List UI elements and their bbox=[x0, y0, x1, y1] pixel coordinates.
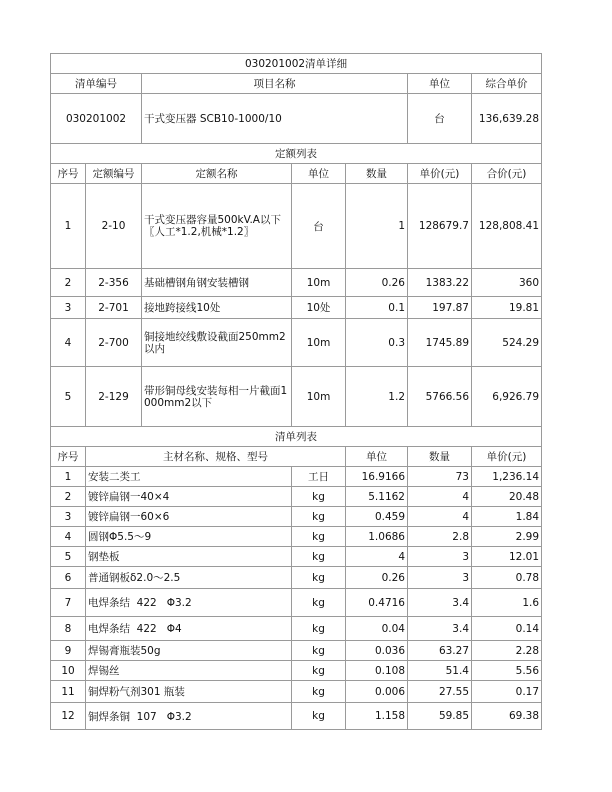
row-unit: 10m bbox=[292, 269, 346, 297]
row-name: 铜焊条铜 107 Φ3.2 bbox=[86, 703, 292, 730]
bill-unit-price: 136,639.28 bbox=[472, 94, 542, 144]
quota-section-title: 定额列表 bbox=[51, 144, 542, 164]
table-row bbox=[51, 547, 542, 567]
row-qty: 0.26 bbox=[346, 269, 408, 297]
row-qty: 1 bbox=[346, 184, 408, 269]
table-row bbox=[51, 487, 542, 507]
row-qty: 0.26 bbox=[346, 567, 408, 589]
table-row bbox=[51, 661, 542, 681]
row-price: 197.87 bbox=[408, 297, 472, 319]
row-qty: 16.9166 bbox=[346, 467, 408, 487]
table-row bbox=[51, 681, 542, 703]
row-unit: 台 bbox=[292, 184, 346, 269]
sheet-title: 030201002清单详细 bbox=[51, 54, 542, 74]
quota-col-unit: 单位 bbox=[292, 164, 346, 184]
row-no: 1 bbox=[51, 467, 86, 487]
row-qty: 1.158 bbox=[346, 703, 408, 730]
row-name: 镀锌扁钢一40×4 bbox=[86, 487, 292, 507]
row-unit: kg bbox=[292, 661, 346, 681]
row-total: 12.01 bbox=[472, 547, 542, 567]
row-qty: 0.459 bbox=[346, 507, 408, 527]
row-unit: kg bbox=[292, 527, 346, 547]
row-price: 63.27 bbox=[408, 641, 472, 661]
table-row bbox=[51, 319, 542, 367]
col-header-bill-code: 清单编号 bbox=[51, 74, 142, 94]
row-code: 2-700 bbox=[86, 319, 142, 367]
row-qty: 4 bbox=[346, 547, 408, 567]
row-name: 圆钢Φ5.5～9 bbox=[86, 527, 292, 547]
table-row bbox=[51, 184, 542, 269]
row-total: 1.6 bbox=[472, 589, 542, 617]
table-row bbox=[51, 269, 542, 297]
row-no: 2 bbox=[51, 487, 86, 507]
row-total: 524.29 bbox=[472, 319, 542, 367]
row-qty: 1.0686 bbox=[346, 527, 408, 547]
table-row bbox=[51, 507, 542, 527]
row-total: 1.84 bbox=[472, 507, 542, 527]
mat-col-no: 序号 bbox=[51, 447, 86, 467]
row-total: 20.48 bbox=[472, 487, 542, 507]
row-qty: 1.2 bbox=[346, 367, 408, 427]
row-no: 4 bbox=[51, 527, 86, 547]
materials-header-row bbox=[51, 447, 542, 467]
table-row bbox=[51, 367, 542, 427]
row-price: 1383.22 bbox=[408, 269, 472, 297]
row-no: 3 bbox=[51, 297, 86, 319]
row-name: 电焊条结 422 Φ4 bbox=[86, 617, 292, 641]
row-unit: kg bbox=[292, 507, 346, 527]
row-qty: 0.4716 bbox=[346, 589, 408, 617]
row-qty: 5.1162 bbox=[346, 487, 408, 507]
row-no: 3 bbox=[51, 507, 86, 527]
row-code: 2-701 bbox=[86, 297, 142, 319]
row-name: 铜焊粉气剂301 瓶装 bbox=[86, 681, 292, 703]
row-total: 0.17 bbox=[472, 681, 542, 703]
row-total: 2.28 bbox=[472, 641, 542, 661]
bill-code: 030201002 bbox=[51, 94, 142, 144]
row-price: 3 bbox=[408, 567, 472, 589]
row-name: 焊锡膏瓶装50g bbox=[86, 641, 292, 661]
row-price: 4 bbox=[408, 507, 472, 527]
table-row bbox=[51, 567, 542, 589]
row-unit: 工日 bbox=[292, 467, 346, 487]
quota-col-code: 定额编号 bbox=[86, 164, 142, 184]
row-name: 干式变压器容量500kV.A以下〖人工*1.2,机械*1.2〗 bbox=[142, 184, 292, 269]
row-no: 11 bbox=[51, 681, 86, 703]
row-no: 8 bbox=[51, 617, 86, 641]
row-unit: 10处 bbox=[292, 297, 346, 319]
row-price: 59.85 bbox=[408, 703, 472, 730]
row-total: 5.56 bbox=[472, 661, 542, 681]
row-price: 5766.56 bbox=[408, 367, 472, 427]
row-qty: 0.108 bbox=[346, 661, 408, 681]
row-no: 6 bbox=[51, 567, 86, 589]
row-unit: kg bbox=[292, 547, 346, 567]
bill-header-row bbox=[51, 74, 542, 94]
row-total: 69.38 bbox=[472, 703, 542, 730]
row-no: 7 bbox=[51, 589, 86, 617]
row-unit: kg bbox=[292, 703, 346, 730]
row-name: 普通钢板δ2.0～2.5 bbox=[86, 567, 292, 589]
row-name: 铜接地绞线敷设截面250mm2以内 bbox=[142, 319, 292, 367]
row-name: 钢垫板 bbox=[86, 547, 292, 567]
row-unit: kg bbox=[292, 487, 346, 507]
row-unit: kg bbox=[292, 589, 346, 617]
mat-col-unit: 单位 bbox=[346, 447, 408, 467]
row-unit: kg bbox=[292, 567, 346, 589]
row-no: 10 bbox=[51, 661, 86, 681]
col-header-unit-price: 综合单价 bbox=[472, 74, 542, 94]
row-qty: 0.036 bbox=[346, 641, 408, 661]
row-code: 2-356 bbox=[86, 269, 142, 297]
quota-col-name: 定额名称 bbox=[142, 164, 292, 184]
row-price: 2.8 bbox=[408, 527, 472, 547]
quota-col-price: 单价(元) bbox=[408, 164, 472, 184]
table-row bbox=[51, 297, 542, 319]
row-qty: 0.1 bbox=[346, 297, 408, 319]
row-name: 镀锌扁钢一60×6 bbox=[86, 507, 292, 527]
row-price: 73 bbox=[408, 467, 472, 487]
row-price: 3.4 bbox=[408, 589, 472, 617]
row-name: 电焊条结 422 Φ3.2 bbox=[86, 589, 292, 617]
bill-unit: 台 bbox=[408, 94, 472, 144]
row-name: 焊锡丝 bbox=[86, 661, 292, 681]
table-row bbox=[51, 703, 542, 730]
table-row bbox=[51, 589, 542, 617]
row-total: 19.81 bbox=[472, 297, 542, 319]
table-row bbox=[51, 527, 542, 547]
row-no: 5 bbox=[51, 547, 86, 567]
row-unit: kg bbox=[292, 681, 346, 703]
row-total: 128,808.41 bbox=[472, 184, 542, 269]
col-header-unit: 单位 bbox=[408, 74, 472, 94]
row-no: 12 bbox=[51, 703, 86, 730]
row-name: 带形铜母线安装每相一片截面1000mm2以下 bbox=[142, 367, 292, 427]
row-no: 5 bbox=[51, 367, 86, 427]
table-row bbox=[51, 641, 542, 661]
row-code: 2-10 bbox=[86, 184, 142, 269]
row-total: 360 bbox=[472, 269, 542, 297]
row-name: 安装二类工 bbox=[86, 467, 292, 487]
row-price: 27.55 bbox=[408, 681, 472, 703]
row-price: 3.4 bbox=[408, 617, 472, 641]
table-row bbox=[51, 467, 542, 487]
row-code: 2-129 bbox=[86, 367, 142, 427]
row-price: 1745.89 bbox=[408, 319, 472, 367]
row-qty: 0.006 bbox=[346, 681, 408, 703]
row-price: 4 bbox=[408, 487, 472, 507]
quota-header-row bbox=[51, 164, 542, 184]
row-qty: 0.3 bbox=[346, 319, 408, 367]
row-no: 1 bbox=[51, 184, 86, 269]
row-qty: 0.04 bbox=[346, 617, 408, 641]
row-total: 0.14 bbox=[472, 617, 542, 641]
row-total: 6,926.79 bbox=[472, 367, 542, 427]
mat-col-name: 主材名称、规格、型号 bbox=[86, 447, 346, 467]
row-name: 接地跨接线10处 bbox=[142, 297, 292, 319]
row-price: 128679.7 bbox=[408, 184, 472, 269]
bill-detail-table bbox=[50, 53, 542, 730]
quota-col-total: 合价(元) bbox=[472, 164, 542, 184]
row-total: 0.78 bbox=[472, 567, 542, 589]
col-header-item-name: 项目名称 bbox=[142, 74, 408, 94]
bill-item-name: 干式变压器 SCB10-1000/10 bbox=[142, 94, 408, 144]
row-name: 基础槽钢角钢安装槽钢 bbox=[142, 269, 292, 297]
mat-col-price: 单价(元) bbox=[472, 447, 542, 467]
materials-section-title: 清单列表 bbox=[51, 427, 542, 447]
row-no: 9 bbox=[51, 641, 86, 661]
row-unit: kg bbox=[292, 641, 346, 661]
row-price: 3 bbox=[408, 547, 472, 567]
row-total: 1,236.14 bbox=[472, 467, 542, 487]
row-unit: 10m bbox=[292, 319, 346, 367]
row-unit: 10m bbox=[292, 367, 346, 427]
row-no: 4 bbox=[51, 319, 86, 367]
quota-col-no: 序号 bbox=[51, 164, 86, 184]
row-price: 51.4 bbox=[408, 661, 472, 681]
row-unit: kg bbox=[292, 617, 346, 641]
bill-row bbox=[51, 94, 542, 144]
mat-col-qty: 数量 bbox=[408, 447, 472, 467]
row-total: 2.99 bbox=[472, 527, 542, 547]
quota-col-qty: 数量 bbox=[346, 164, 408, 184]
table-row bbox=[51, 617, 542, 641]
row-no: 2 bbox=[51, 269, 86, 297]
